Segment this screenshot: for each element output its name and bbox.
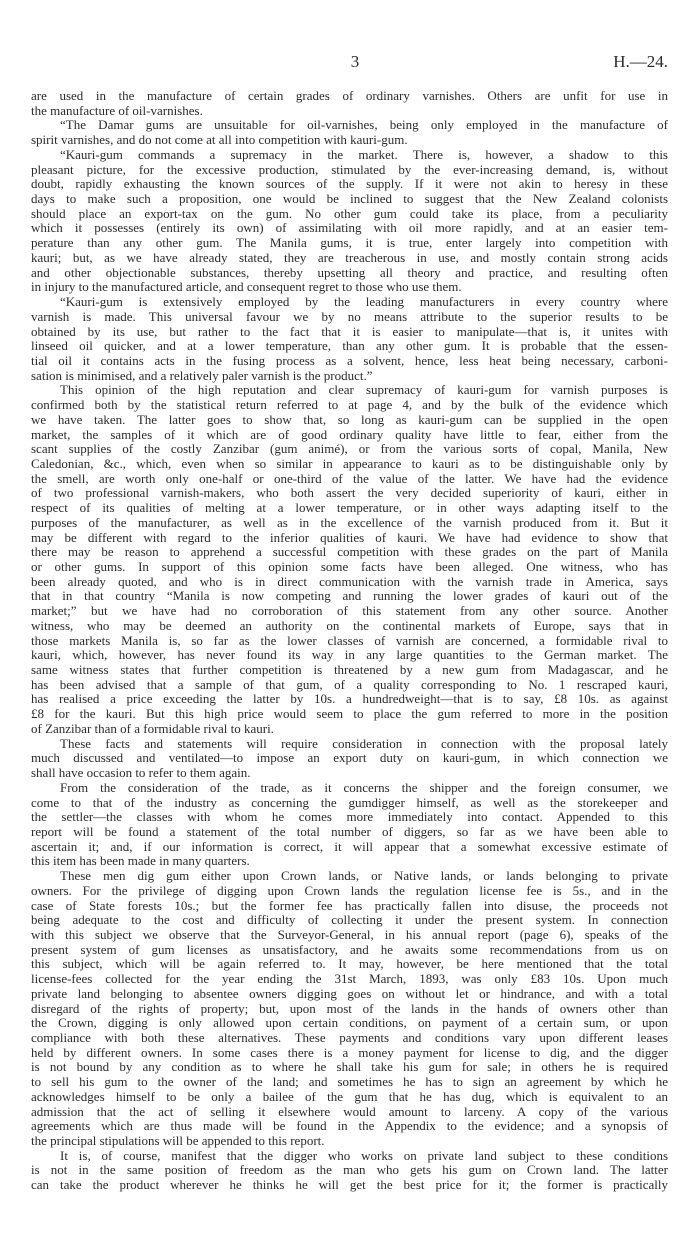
text-line: there may be reason to apprehend a successful competition with these grades on the part of Manila	[31, 545, 668, 560]
paragraph	[31, 89, 668, 118]
paragraph	[31, 148, 668, 295]
text-line: confirmed both by the statistical return referred to at page 4, and by the bulk of the evidence which	[31, 398, 668, 413]
text-line: market, the samples of it which are of good ordinary quality have little to fear, either from the	[31, 427, 668, 442]
text-line: obtained by its use, but rather to the fact that it is easier to manipulate—that is, it unites with	[31, 324, 668, 339]
text-line: ascertain it; and, if our information is correct, it will appear that a somewhat excessive estimate of	[31, 839, 668, 854]
text-line: has realised a price exceeding the latter by 10s. a hundredweight—that is to say, £8 10s. as against	[31, 692, 668, 707]
text-line: is not bound by any condition as to where he shall take his gum for sale; in others he is required	[31, 1060, 668, 1075]
text-line: doubt, rapidly exhausting the known sources of the supply. If it were not akin to heresy in these	[31, 177, 668, 192]
text-line: agreements which are thus made will be found in the Appendix to the evidence; and a synopsis of	[31, 1119, 668, 1134]
text-line: days to make such a proposition, one would be inclined to suggest that the New Zealand colonists	[31, 192, 668, 207]
text-line: much discussed and ventilated—to impose an export duty on kauri-gum, in which connection we	[31, 751, 668, 766]
text-line: can take the product wherever he thinks he will get the best price for it; the former is practically	[31, 1178, 668, 1193]
text-line: kauri, which, however, has never found its way in any large quantities to the German market. The	[31, 648, 668, 663]
text-line: pleasant picture, for the excessive production, stimulated by the ever-increasing demand, is, without	[31, 162, 668, 177]
text-line: same witness states that further competition is threatened by a new gum from Madagascar, and he	[31, 663, 668, 678]
text-line: the principal stipulations will be appended to this report.	[31, 1134, 325, 1149]
text-line: the Crown, digging is only allowed upon certain conditions, on payment of a certain sum, or upon	[31, 1016, 668, 1031]
text-line: It is, of course, manifest that the digger who works on private land subject to these conditions	[60, 1148, 668, 1163]
text-line: may be different with regard to the inferior qualities of kauri. We have had evidence to show that	[31, 530, 668, 545]
text-line: tial oil it contains acts in the fusing process as a solvent, hence, less heat being necessary, carboni-	[31, 353, 668, 368]
text-line: held by different owners. In some cases there is a money payment for license to dig, and the digger	[31, 1045, 668, 1060]
text-line: linseed oil quicker, and at a lower temperature, than any other gum. It is probable that the essen-	[31, 339, 668, 354]
text-line: scant supplies of the costly Zanzibar (gum animé), or from the various sorts of copal, Manila, New	[31, 442, 668, 457]
text-line: These men dig gum either upon Crown lands, or Native lands, or lands belonging to private	[60, 869, 668, 884]
text-line: is not in the same position of freedom as the man who gets his gum on Crown land. The latter	[31, 1163, 668, 1178]
text-line: “Kauri-gum commands a supremacy in the market. There is, however, a shadow to this	[60, 147, 668, 162]
text-line: this subject, which will be again referred to. It may, however, be here mentioned that the total	[31, 957, 668, 972]
text-line: the smell, are worth only one-half or one-third of the value of the latter. We have had the evidence	[31, 471, 668, 486]
text-line: come to that of the industry as concerning the gumdigger himself, as well as the storekeeper and	[31, 795, 668, 810]
text-line: with this subject we observe that the Surveyor-General, in his annual report (page 6), speaks of the	[31, 927, 668, 942]
text-line: case of State forests 10s.; but the former fee has practically fallen into disuse, the proceeds not	[31, 898, 668, 913]
text-line: should place an export-tax on the gum. No other gum could take its place, from a peculiarity	[31, 206, 668, 221]
text-line: acknowledges himself to be only a bailee of the gum that he has dug, which is equivalent to an	[31, 1089, 668, 1104]
text-line: From the consideration of the trade, as it concerns the shipper and the foreign consumer, we	[60, 780, 668, 795]
text-line: license-fees collected for the year ending the 31st March, 1893, was only £83 10s. Upon much	[31, 972, 668, 987]
text-line: shall have occasion to refer to them again.	[31, 766, 251, 781]
text-line: present system of gum licenses as unsatisfactory, and he awaits some recommendations from us on	[31, 942, 668, 957]
text-line: the settler—the classes with whom he comes more immediately into contact. Appended to this	[31, 810, 668, 825]
text-line: witness, who may be deemed an authority on the continental markets of Europe, says that in	[31, 618, 668, 633]
paragraph	[31, 383, 668, 736]
text-line: £8 for the kauri. But this high price would seem to place the gum referred to more in the position	[31, 707, 668, 722]
text-line: and other objectionable substances, thereby upsetting all theory and practice, and resulting often	[31, 265, 668, 280]
paragraph	[31, 1149, 668, 1193]
text-line: compliance with both these alternatives. These payments and conditions vary upon different leases	[31, 1031, 668, 1045]
paragraph	[31, 869, 668, 1149]
text-line: has been advised that a sample of that gum, of a quality corresponding to No. 1 rescraped kauri,	[31, 677, 668, 692]
text-line: in injury to the manufactured article, and consequent regret to those who use them.	[31, 280, 462, 295]
text-line: being adequate to the cost and difficulty of collecting it under the present system. In connection	[31, 913, 668, 928]
text-line: private land belonging to absentee owners digging goes on without let or hindrance, and with a total	[31, 986, 668, 1001]
text-line: of two professional varnish-makers, who both assert the very decided superiority of kauri, either in	[31, 486, 668, 501]
text-line: owners. For the privilege of digging upon Crown lands the regulation license fee is 5s., and in the	[31, 883, 668, 898]
paragraph	[31, 781, 668, 869]
text-line: These facts and statements will require consideration in connection with the proposal lately	[60, 736, 668, 751]
text-line: been already quoted, and who is in direct communication with the varnish trade in America, says	[31, 574, 668, 589]
text-line: “Kauri-gum is extensively employed by the leading manufacturers in every country where	[60, 295, 668, 310]
paragraph	[31, 737, 668, 781]
report-body-text	[31, 89, 668, 1193]
text-line: Caledonian, &c., which, even when so similar in appearance to kauri as to be distinguishable only by	[31, 456, 668, 471]
text-line: this item has been made in many quarters.	[31, 854, 250, 869]
text-line: spirit varnishes, and do not come at all into competition with kauri-gum.	[31, 133, 408, 148]
text-line: report will be found a statement of the total number of diggers, so far as we have been able to	[31, 824, 668, 839]
page-number: 3	[350, 52, 360, 71]
text-line: kauri; but, as we have already stated, they are treacherous in use, and mostly contain strong acids	[31, 250, 668, 265]
paragraph	[31, 295, 668, 383]
text-line: sation is minimised, and a relatively paler varnish is the product.”	[31, 368, 373, 383]
text-line: which it possesses (entirely its own) of assimilating with oil more rapidly, and at an easier tem-	[31, 221, 668, 236]
text-line: we have taken. The latter goes to show that, so long as kauri-gum can be supplied in the open	[31, 412, 668, 427]
text-line: or other gums. In support of this opinion some facts have been alleged. One witness, who has	[31, 560, 668, 574]
text-line: admission that the act of selling it elsewhere would amount to larceny. A copy of the various	[31, 1104, 668, 1119]
text-line: perature than any other gum. The Manila gums, it is true, enter largely into competition with	[31, 236, 668, 251]
text-line: This opinion of the high reputation and clear supremacy of kauri-gum for varnish purposes is	[60, 383, 668, 398]
text-line: to sell his gum to the owner of the land; and sometimes he has to sign an agreement by which he	[31, 1075, 668, 1090]
text-line: varnish is made. This universal favour we by no means attribute to the superior results to be	[31, 309, 668, 324]
text-line: “The Damar gums are unsuitable for oil-varnishes, being only employed in the manufacture of	[60, 118, 668, 133]
text-line: respect of its qualities of melting at a lower temperature, or in other ways adapting itself to the	[31, 501, 668, 516]
text-line: those markets Manila is, so far as the lower classes of varnish are concerned, a formidable rival to	[31, 633, 668, 648]
text-line: purposes of the manufacturer, as well as in the excellence of the varnish produced from it. But it	[31, 515, 668, 530]
text-line: are used in the manufacture of certain grades of ordinary varnishes. Others are unfit for use in	[31, 89, 668, 103]
text-line: that in that country “Manila is now competing and running the lower grades of kauri out of the	[31, 589, 668, 604]
document-reference: H.—24.	[613, 52, 668, 71]
paragraph	[31, 118, 668, 147]
text-line: of Zanzibar than of a formidable rival to kauri.	[31, 721, 274, 736]
text-line: market;” but we have had no corroboration of this statement from any other source. Another	[31, 604, 668, 619]
text-line: disregard of the rights of property; but, upon most of the lands in the hands of owners other than	[31, 1001, 668, 1016]
text-line: the manufacture of oil-varnishes.	[31, 103, 203, 118]
